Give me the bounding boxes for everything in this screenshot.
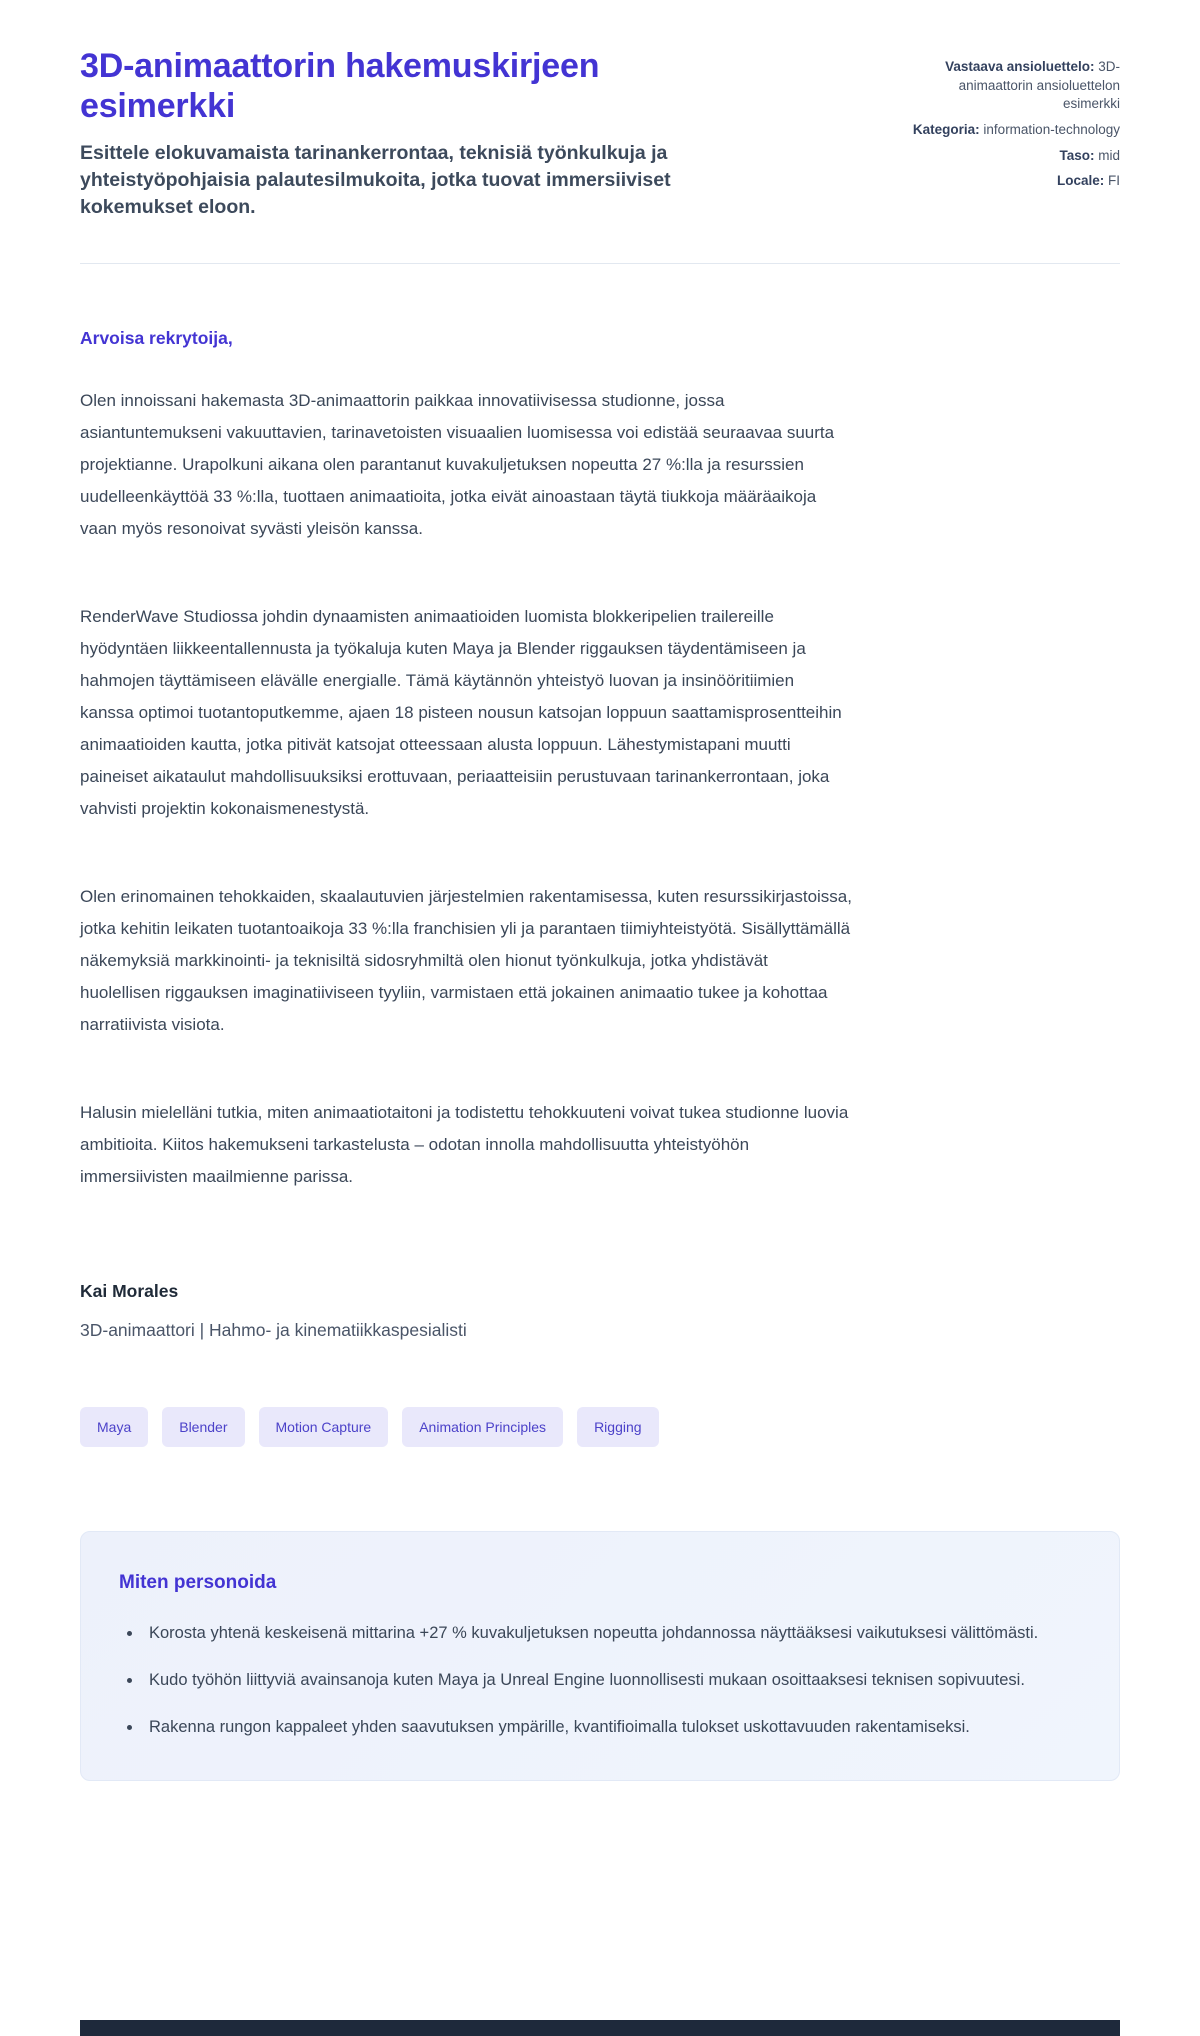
signature-block (80, 1281, 852, 1341)
meta-label: Kategoria: (912, 121, 980, 137)
skill-tag-maya: Maya (80, 1407, 148, 1447)
tip-item: • Kudo työhön liittyviä avainsanoja kuten Maya ja Unreal Engine luonnollisesti mukaan osoittaaksesi teknisen sopivuutesi. (143, 1665, 1081, 1695)
tip-item: • Rakenna rungon kappaleet yhden saavutuksen ympärille, kvantifioimalla tulokset uskottavuuden rakentamiseksi. (143, 1712, 1081, 1742)
page-header (80, 46, 1120, 221)
letter-body (80, 328, 852, 1341)
meta-value: information-technology (983, 121, 1120, 137)
meta-row-locale (905, 172, 1120, 191)
letter-paragraph: Olen erinomainen tehokkaiden, skaalautuvien järjestelmien rakentamisessa, kuten resurssikirjastoissa, jotka kehitin leikaten tuotantoaikoja 33 %:lla franchisien yli ja parantaen tiimiyhteistyötä. Sisällyttämällä näkemyksiä markkinointi- ja teknisiltä sidosryhmiltä olen hionut työnkulkuja, jotka yhdistävät huolellisen riggauksen imaginatiiviseen tyyliin, varmistaen että jokainen animaatio tukee ja kohottaa narratiivista visiota. (80, 886, 852, 1034)
skill-tag-blender: Blender (162, 1407, 244, 1447)
meta-label: Taso: (1059, 147, 1095, 163)
personalization-tips-box (80, 1531, 1120, 1781)
page-title: 3D-animaattorin hakemuskirjeen esimerkki (80, 47, 600, 126)
tips-list (119, 1618, 1081, 1742)
skill-tag-animation-principles: Animation Principles (402, 1407, 563, 1447)
page-subtitle: Esittele elokuvamaista tarinankerrontaa, teknisiä työnkulkuja ja yhteistyöpohjaisia palautesilmukoita, jotka tuovat immersiiviset kokemukset eloon. (80, 142, 671, 219)
meta-label: Vastaava ansioluettelo: (945, 59, 1095, 74)
skill-tags (80, 1407, 1120, 1447)
meta-value: FI (1108, 173, 1120, 189)
letter-paragraph: RenderWave Studiossa johdin dynaamisten animaatioiden luomista blokkeripelien trailereille hyödyntäen liikkeentallennusta ja työkaluja kuten Maya ja Blender riggauksen täydentämiseen ja hahmojen täyttämiseen elävälle energialle. Tämä käytännön yhteistyö luovan ja insinööritiimien kanssa optimoi tuotantoputkemme, ajaen 18 pisteen nousun katsojan loppuun saattamisprosentteihin animaatioiden kautta, jotka pitivät katsojat otteessaan alusta loppuun. Lähestymistapani muutti paineiset aikataulut mahdollisuuksiksi erottuvaan, periaatteisiin perustuvaan tarinankerrontaan, joka vahvisti projektin kokonaismenestystä. (80, 606, 842, 818)
meta-value: 3D-animaattorin ansioluettelon esimerkki (958, 59, 1120, 112)
meta-label: Locale: (1056, 173, 1105, 189)
meta-row-category (905, 121, 1120, 140)
skill-tag-motion-capture: Motion Capture (259, 1407, 389, 1447)
meta-value: mid (1098, 147, 1120, 163)
meta-row-level (905, 147, 1120, 166)
signature-role: 3D-animaattori | Hahmo- ja kinematiikkaspesialisti (80, 1319, 467, 1340)
signature-name: Kai Morales (80, 1280, 179, 1301)
letter-paragraph: Olen innoissani hakemasta 3D-animaattorin paikkaa innovatiivisessa studionne, jossa asiantuntemukseni vakuuttavien, tarinavetoisten visuaalien luomisessa voi edistää seuraavaa suurta projektianne. Urapolkuni aikana olen parantanut kuvakuljetuksen nopeutta 27 %:lla ja resurssien uudelleenkäyttöä 33 %:lla, tuottaen animaatioita, jotka eivät ainoastaan täytä tiukkoja määräaikoja vaan myös resonoivat syvästi yleisön kanssa. (80, 390, 835, 538)
letter-greeting: Arvoisa rekrytoija, (80, 327, 233, 348)
header-title-block (80, 46, 695, 221)
footer-bar (80, 2020, 1120, 2036)
tips-title: Miten personoida (119, 1571, 277, 1593)
header-divider (80, 263, 1120, 264)
letter-paragraph: Halusin mielelläni tutkia, miten animaatiotaitoni ja todistettu tehokkuuteni voivat tukea studionne luovia ambitioita. Kiitos hakemukseni tarkastelusta – odotan innolla mahdollisuutta yhteistyöhön immersiivisten maailmienne parissa. (80, 1102, 849, 1186)
tip-item: • Korosta yhtenä keskeisenä mittarina +27 % kuvakuljetuksen nopeutta johdannossa näyttääksesi vaikutuksesi välittömästi. (143, 1618, 1081, 1648)
meta-row-matching-resume (905, 58, 1120, 114)
meta-block (905, 46, 1120, 198)
skill-tag-rigging: Rigging (577, 1407, 658, 1447)
